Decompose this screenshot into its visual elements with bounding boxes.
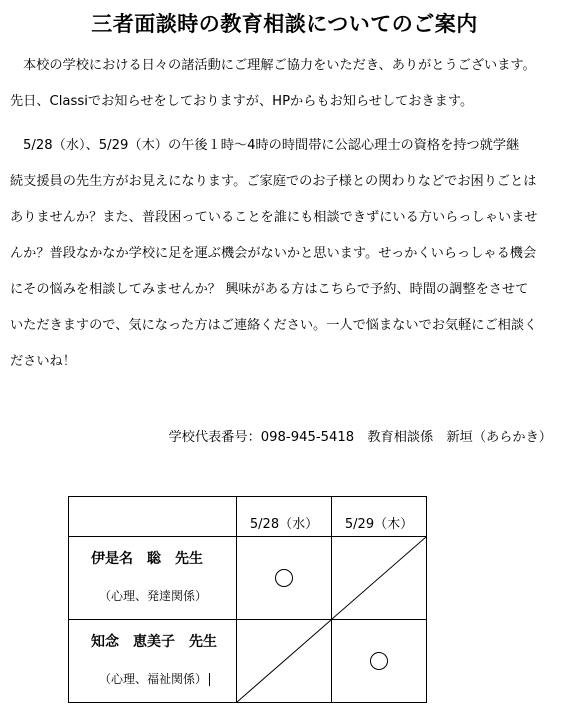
availability-cell [332,537,427,620]
unavailable-slash-icon [332,537,426,619]
counselor-row [69,537,427,620]
details-line: んか？普段なかなか学校に足を運ぶ機会がないかと思います。せっかくいらっしゃる機会 [10,246,537,261]
schedule-header-row [69,497,427,537]
schedule-table [68,496,427,703]
counselor-cell [69,620,237,703]
details-line: いただきますので、気になった方はご連絡ください。一人で悩まないでお気軽にご相談く [10,318,538,333]
details-line: にその悩みを相談してみませんか？ 興味がある方はこちらで予約、時間の調整をさせて [10,282,529,297]
availability-cell [332,620,427,703]
counselor-name: 知念 恵美子 先生 [91,634,217,650]
page-title: 三者面談時の教育相談についてのご案内 [91,12,478,36]
counselor-field [99,670,210,687]
details-line: 5/28（水）、5/29（木）の午後１時～4時の時間帯に公認心理士の資格を持つ就学継 [23,138,520,153]
available-circle-icon [275,569,293,587]
text-cursor-icon [209,673,210,686]
available-circle-icon [370,652,388,670]
intro-paragraph: 本校の学校における日々の諸活動にご理解ご協力をいただき、ありがとうございます。 [23,58,536,73]
counselor-field-text: （心理、福祉関係） [99,672,208,686]
details-line: ださいね！ [10,354,76,369]
header-date-cell [332,497,427,537]
header-corner-cell [69,497,237,537]
counselor-field: （心理、発達関係） [99,589,208,603]
notice-paragraph: 先日、Classiでお知らせをしておりますが、HPからもお知らせしておきます。 [10,94,474,109]
availability-cell [237,620,332,703]
details-line: ありませんか？また、普段困っていることを誰にも相談できずにいる方いらっしゃいませ [10,210,538,225]
details-paragraph [10,128,562,380]
date-label: 5/28（水） [249,517,319,532]
header-date-cell [237,497,332,537]
availability-cell [237,537,332,620]
date-label: 5/29（木） [344,517,414,532]
counselor-name: 伊是名 聡 先生 [91,551,203,567]
contact-info: 学校代表番号：098-945-5418 教育相談係 新垣（あらかき） [168,430,552,445]
unavailable-slash-icon [237,620,331,702]
details-line: 続支援員の先生方がお見えになります。ご家庭でのお子様との関わりなどでお困りごとは [10,174,537,189]
counselor-row [69,620,427,703]
counselor-cell [69,537,237,620]
